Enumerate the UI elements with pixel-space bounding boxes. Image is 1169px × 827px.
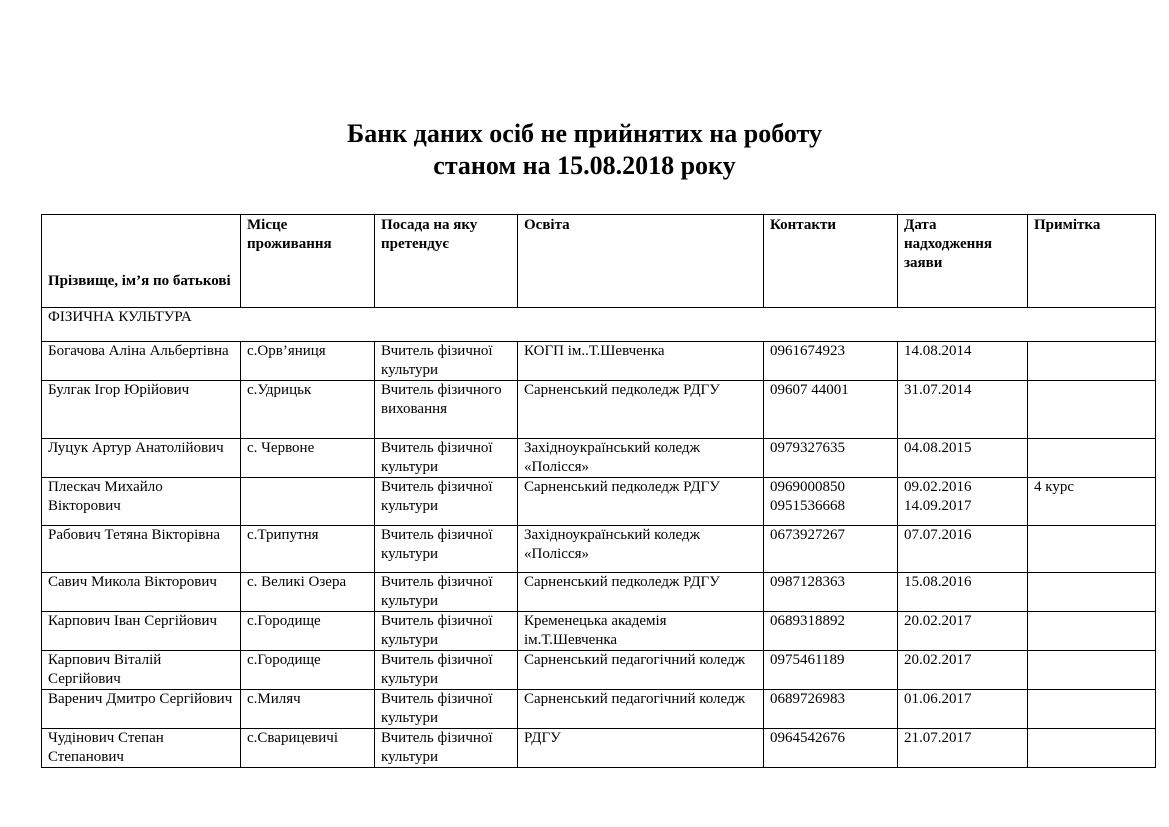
cell-position: Вчитель фізичної культури — [375, 729, 518, 768]
cell-dates-line: 31.07.2014 — [904, 382, 972, 398]
cell-dates — [898, 729, 1028, 768]
table-row — [42, 381, 1156, 439]
cell-education: Сарненський педколедж РДГУ — [518, 573, 764, 612]
cell-residence — [241, 478, 375, 526]
cell-contacts — [764, 381, 898, 439]
cell-contacts — [764, 342, 898, 381]
title-line-1: Банк даних осіб не прийнятих на роботу — [347, 119, 822, 148]
cell-note: 4 курс — [1028, 478, 1156, 526]
cell-education: Кременецька академія ім.Т.Шевченка — [518, 612, 764, 651]
cell-contacts — [764, 478, 898, 526]
cell-contacts-line: 0961674923 — [770, 343, 845, 359]
cell-note — [1028, 381, 1156, 439]
cell-name: Чудінович Степан Степанович — [42, 729, 241, 768]
table-row — [42, 342, 1156, 381]
cell-note — [1028, 690, 1156, 729]
cell-name: Богачова Аліна Альбертівна — [42, 342, 241, 381]
title-line-2: станом на 15.08.2018 року — [433, 151, 736, 180]
cell-contacts — [764, 690, 898, 729]
cell-dates — [898, 651, 1028, 690]
cell-position: Вчитель фізичної культури — [375, 573, 518, 612]
cell-position: Вчитель фізичної культури — [375, 526, 518, 573]
cell-contacts — [764, 651, 898, 690]
cell-dates-line: 07.07.2016 — [904, 527, 972, 543]
table-row — [42, 439, 1156, 478]
cell-position: Вчитель фізичної культури — [375, 439, 518, 478]
cell-dates-line: 14.08.2014 — [904, 343, 972, 359]
cell-position: Вчитель фізичної культури — [375, 342, 518, 381]
cell-contacts — [764, 439, 898, 478]
table-header-row — [42, 215, 1156, 308]
cell-position: Вчитель фізичної культури — [375, 612, 518, 651]
cell-residence: с. Великі Озера — [241, 573, 375, 612]
cell-position: Вчитель фізичного виховання — [375, 381, 518, 439]
cell-name: Карпович Віталій Сергійович — [42, 651, 241, 690]
table-row — [42, 478, 1156, 526]
header-position: Посада на яку претендує — [375, 215, 518, 308]
cell-education: Західноукраїнський коледж «Полісся» — [518, 439, 764, 478]
cell-contacts-line: 0975461189 — [770, 652, 845, 668]
cell-residence: с.Орв’яниця — [241, 342, 375, 381]
cell-contacts-line: 0689726983 — [770, 691, 845, 707]
cell-contacts-line: 0969000850 — [770, 479, 845, 495]
cell-dates — [898, 526, 1028, 573]
table-row — [42, 690, 1156, 729]
cell-name: Булгак Ігор Юрійович — [42, 381, 241, 439]
cell-education: КОГП ім..Т.Шевченка — [518, 342, 764, 381]
table-row — [42, 612, 1156, 651]
cell-dates — [898, 342, 1028, 381]
cell-residence: с.Городище — [241, 651, 375, 690]
cell-education: Сарненський педколедж РДГУ — [518, 478, 764, 526]
cell-name: Карпович Іван Сергійович — [42, 612, 241, 651]
cell-residence: с.Трипутня — [241, 526, 375, 573]
cell-name: Луцук Артур Анатолійович — [42, 439, 241, 478]
cell-dates-line: 21.07.2017 — [904, 730, 972, 746]
cell-contacts — [764, 526, 898, 573]
cell-position: Вчитель фізичної культури — [375, 651, 518, 690]
cell-name: Плескач Михайло Вікторович — [42, 478, 241, 526]
cell-name: Рабович Тетяна Вікторівна — [42, 526, 241, 573]
section-title: ФІЗИЧНА КУЛЬТУРА — [42, 308, 1156, 342]
cell-dates-line: 15.08.2016 — [904, 574, 972, 590]
cell-residence: с.Удрицьк — [241, 381, 375, 439]
cell-residence: с.Миляч — [241, 690, 375, 729]
cell-name: Варенич Дмитро Сергійович — [42, 690, 241, 729]
cell-note — [1028, 342, 1156, 381]
cell-dates-line: 14.09.2017 — [904, 498, 972, 514]
cell-note — [1028, 526, 1156, 573]
cell-education: Сарненський педагогічний коледж — [518, 651, 764, 690]
cell-contacts-line: 0951536668 — [770, 498, 845, 514]
header-education: Освіта — [518, 215, 764, 308]
header-residence: Місце проживання — [241, 215, 375, 308]
cell-contacts — [764, 573, 898, 612]
cell-note — [1028, 439, 1156, 478]
cell-dates-line: 01.06.2017 — [904, 691, 972, 707]
cell-dates — [898, 439, 1028, 478]
cell-dates — [898, 573, 1028, 612]
table-row — [42, 729, 1156, 768]
header-name: Прізвище, ім’я по батькові — [42, 215, 241, 308]
cell-note — [1028, 612, 1156, 651]
cell-dates — [898, 381, 1028, 439]
cell-education: Сарненський педколедж РДГУ — [518, 381, 764, 439]
cell-position: Вчитель фізичної культури — [375, 690, 518, 729]
cell-contacts-line: 0689318892 — [770, 613, 845, 629]
cell-dates-line: 09.02.2016 — [904, 479, 972, 495]
cell-note — [1028, 729, 1156, 768]
cell-contacts — [764, 729, 898, 768]
cell-note — [1028, 651, 1156, 690]
table-row — [42, 573, 1156, 612]
cell-dates-line: 20.02.2017 — [904, 613, 972, 629]
table-row — [42, 526, 1156, 573]
cell-contacts-line: 09607 44001 — [770, 382, 849, 398]
cell-education: РДГУ — [518, 729, 764, 768]
cell-name: Савич Микола Вікторович — [42, 573, 241, 612]
header-date: Дата надходження заяви — [898, 215, 1028, 308]
header-contacts: Контакти — [764, 215, 898, 308]
cell-contacts — [764, 612, 898, 651]
cell-dates — [898, 478, 1028, 526]
cell-education: Західноукраїнський коледж «Полісся» — [518, 526, 764, 573]
cell-dates-line: 04.08.2015 — [904, 440, 972, 456]
document-title — [0, 118, 1169, 182]
cell-residence: с. Червоне — [241, 439, 375, 478]
applicants-table — [41, 214, 1156, 768]
header-note: Примітка — [1028, 215, 1156, 308]
cell-contacts-line: 0987128363 — [770, 574, 845, 590]
cell-dates — [898, 690, 1028, 729]
cell-residence: с.Городище — [241, 612, 375, 651]
cell-contacts-line: 0964542676 — [770, 730, 845, 746]
cell-note — [1028, 573, 1156, 612]
table-row — [42, 651, 1156, 690]
cell-dates-line: 20.02.2017 — [904, 652, 972, 668]
cell-residence: с.Сварицевичі — [241, 729, 375, 768]
cell-dates — [898, 612, 1028, 651]
cell-contacts-line: 0979327635 — [770, 440, 845, 456]
cell-position: Вчитель фізичної культури — [375, 478, 518, 526]
section-row — [42, 308, 1156, 342]
cell-contacts-line: 0673927267 — [770, 527, 845, 543]
cell-education: Сарненський педагогічний коледж — [518, 690, 764, 729]
